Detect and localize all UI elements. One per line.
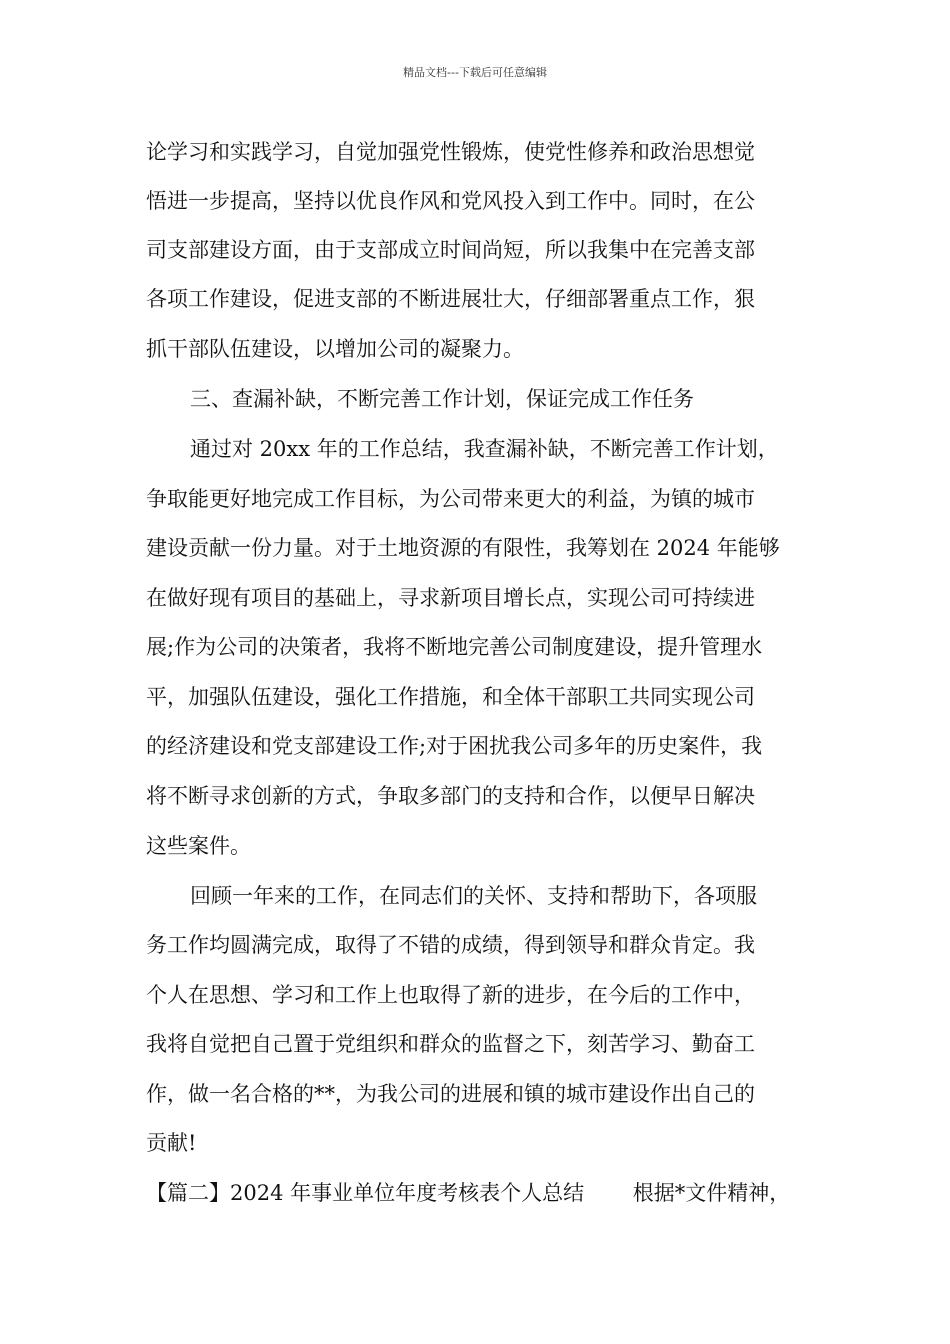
body-line: 的经济建设和党支部建设工作;对于困扰我公司多年的历史案件，我 bbox=[146, 734, 763, 758]
body-line: 平，加强队伍建设，强化工作措施，和全体干部职工共同实现公司 bbox=[146, 685, 755, 709]
body-line: 展;作为公司的决策者，我将不断地完善公司制度建设，提升管理水 bbox=[146, 635, 763, 659]
body-line: 各项工作建设，促进支部的不断进展壮大，仔细部署重点工作，狠 bbox=[146, 287, 755, 311]
section-heading: 三、查漏补缺，不断完善工作计划，保证完成工作任务 bbox=[190, 387, 694, 411]
body-line: 论学习和实践学习，自觉加强党性锻炼，使党性修养和政治思想觉 bbox=[146, 140, 755, 164]
body-line: 抓干部队伍建设，以增加公司的凝聚力。 bbox=[146, 337, 524, 361]
body-line: 将不断寻求创新的方式，争取多部门的支持和合作，以便早日解决 bbox=[146, 784, 755, 808]
body-line: 个人在思想、学习和工作上也取得了新的进步，在今后的工作中， bbox=[146, 983, 755, 1007]
body-line: 贡献! bbox=[146, 1131, 197, 1155]
body-line: 争取能更好地完成工作目标，为公司带来更大的利益，为镇的城市 bbox=[146, 487, 755, 511]
body-line: 我将自觉把自己置于党组织和群众的监督之下，刻苦学习、勤奋工 bbox=[146, 1032, 755, 1056]
page-header: 精品文档---下载后可任意编辑 bbox=[403, 66, 547, 79]
body-line: 回顾一年来的工作，在同志们的关怀、支持和帮助下，各项服 bbox=[190, 884, 757, 908]
body-line: 务工作均圆满完成，取得了不错的成绩，得到领导和群众肯定。我 bbox=[146, 933, 755, 957]
body-line: 建设贡献一份力量。对于土地资源的有限性，我筹划在 2024 年能够 bbox=[146, 536, 780, 560]
body-line: 司支部建设方面，由于支部成立时间尚短，所以我集中在完善支部 bbox=[146, 238, 755, 262]
article-heading: 【篇二】2024 年事业单位年度考核表个人总结 根据*文件精神， bbox=[146, 1181, 791, 1205]
body-line: 这些案件。 bbox=[146, 834, 251, 858]
body-line: 悟进一步提高，坚持以优良作风和党风投入到工作中。同时，在公 bbox=[146, 189, 755, 213]
body-line: 作，做一名合格的**，为我公司的进展和镇的城市建设作出自己的 bbox=[146, 1082, 755, 1106]
body-line: 通过对 20xx 年的工作总结，我查漏补缺，不断完善工作计划， bbox=[190, 437, 779, 461]
body-line: 在做好现有项目的基础上，寻求新项目增长点，实现公司可持续进 bbox=[146, 586, 755, 610]
